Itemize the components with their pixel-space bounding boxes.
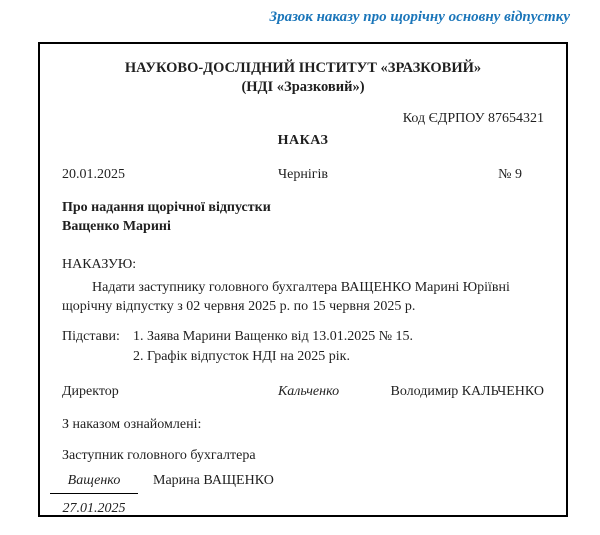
director-signature: Кальченко: [278, 384, 340, 399]
order-text: Надати заступнику головного бухгалтера ВАЩЕНКО Марині Юріївні щорічну відпустку з 02 червня 2025 р. по 15 червня 2025 р.: [62, 280, 510, 314]
acknowledgement-date-row: [62, 500, 544, 517]
doc-type-title: НАКАЗ: [277, 133, 329, 148]
date-row: [62, 166, 544, 184]
org-name: НАУКОВО-ДОСЛІДНИЙ ІНСТИТУТ «ЗРАЗКОВИЙ»: [124, 60, 482, 76]
grounds-section: [62, 327, 544, 367]
grounds-label: Підстави:: [62, 329, 120, 344]
director-name: Володимир КАЛЬЧЕНКО: [390, 384, 544, 399]
employee-signature-row: [62, 472, 544, 494]
subject-line-2: Ващенко Марині: [62, 219, 171, 234]
subject-block: [62, 198, 544, 236]
order-word: НАКАЗУЮ:: [62, 257, 137, 272]
org-header: [62, 59, 544, 97]
director-row: [62, 383, 544, 402]
order-document: [38, 42, 568, 517]
org-short-name: (НДІ «Зразковий»): [241, 79, 365, 95]
employee-signature: Ващенко: [50, 472, 138, 494]
subject-line-1: Про надання щорічної відпустки: [62, 200, 271, 215]
grounds-item-2: 2. Графік відпусток НДІ на 2025 рік.: [133, 349, 350, 364]
acknowledgement-date: 27.01.2025: [50, 500, 138, 517]
edrpou-code: Код ЄДРПОУ 87654321: [402, 111, 544, 126]
page-heading: Зразок наказу про щорічну основну відпустку: [269, 9, 570, 25]
grounds-item-1: 1. Заява Марини Ващенко від 13.01.2025 № 15.: [133, 329, 414, 344]
director-title: Директор: [62, 384, 119, 399]
doc-city: Чернігів: [278, 167, 328, 182]
employee-title: Заступник головного бухгалтера: [62, 448, 256, 463]
doc-number: № 9: [498, 167, 522, 182]
acknowledged-label: З наказом ознайомлені:: [62, 417, 202, 432]
grounds-list: [133, 327, 413, 367]
doc-date: 20.01.2025: [62, 167, 125, 182]
employee-name: Марина ВАЩЕНКО: [153, 473, 274, 488]
